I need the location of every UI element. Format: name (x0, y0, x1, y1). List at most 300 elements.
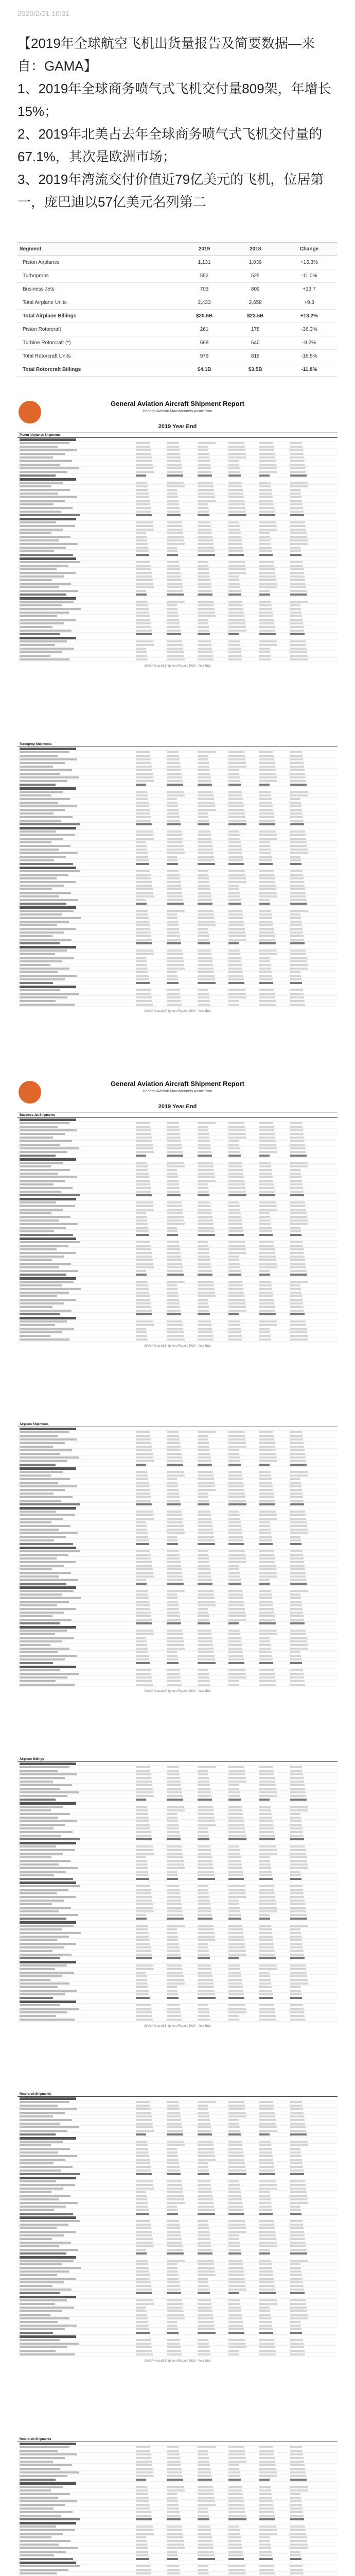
table-cell (198, 2307, 212, 2309)
table-cell (136, 2461, 152, 2463)
table-cell (198, 1281, 214, 1283)
table-cell (228, 2166, 245, 2168)
table-cell (198, 2446, 216, 2448)
table-cell: +15.3% (281, 256, 338, 269)
table-cell (136, 1539, 149, 1541)
table-cell (259, 460, 276, 462)
row-label (20, 1453, 60, 1455)
table-cell (228, 2245, 240, 2247)
table-cell (136, 1925, 148, 1927)
table-cell (198, 1453, 210, 1455)
table-cell (136, 2011, 152, 2013)
table-row (17, 1302, 338, 1306)
table-cell (290, 798, 300, 800)
table-cell (228, 2220, 245, 2222)
table-cell (259, 1669, 274, 1671)
table-cell (198, 2533, 211, 2535)
table-cell (136, 1129, 151, 1131)
table-cell (167, 467, 182, 469)
table-cell (290, 942, 305, 944)
table-cell (290, 773, 305, 775)
table-row (17, 1787, 338, 1791)
table-row (17, 1928, 338, 1931)
table-cell (290, 1187, 303, 1189)
report-year-label: 2019 Year End (158, 1104, 197, 1110)
table-cell (228, 493, 243, 495)
table-cell (228, 1248, 246, 1250)
table-row (17, 1636, 338, 1640)
row-label (20, 874, 68, 876)
table-cell (228, 1770, 245, 1772)
row-label (20, 2307, 74, 2309)
table-cell (167, 1766, 179, 1768)
table-cell (290, 1863, 308, 1866)
table-cell: Total Airplane Billings (17, 310, 179, 323)
table-cell (198, 1248, 209, 1250)
table-cell (259, 1256, 276, 1258)
table-cell (228, 1456, 240, 1459)
table-cell (290, 482, 308, 484)
table-cell (228, 1662, 244, 1664)
table-cell (259, 993, 275, 995)
table-cell (198, 913, 214, 916)
table-cell (259, 2461, 275, 2463)
table-cell (228, 1813, 243, 1815)
table-cell: Turbine Rotorcraft (*) (17, 336, 179, 350)
table-cell (228, 1900, 239, 1902)
table-cell (228, 1521, 241, 1523)
table-cell (228, 651, 241, 653)
table-cell (136, 2321, 148, 2323)
table-cell (290, 971, 300, 973)
table-cell (259, 978, 273, 980)
table-cell (259, 1259, 276, 1261)
table-cell (228, 1438, 245, 1440)
table-cell (198, 964, 213, 966)
table-cell (290, 1514, 306, 1516)
table-cell (136, 935, 151, 937)
table-cell (228, 1982, 242, 1985)
table-row (17, 992, 338, 996)
table-row (17, 2539, 338, 2543)
table-row (17, 1586, 338, 1589)
table-cell (167, 1993, 178, 1995)
table-row (17, 783, 338, 787)
table-cell (259, 1536, 272, 1538)
table-row (17, 1867, 338, 1870)
table-cell (198, 648, 212, 650)
table-cell (198, 655, 213, 657)
table-cell (198, 503, 208, 505)
table-cell (167, 1259, 182, 1261)
table-cell (167, 1900, 181, 1902)
table-row (17, 779, 338, 783)
table-row (17, 1917, 338, 1921)
row-label (20, 1612, 64, 1614)
row-label (20, 608, 81, 610)
table-cell (136, 1849, 153, 1851)
table-cell (228, 1889, 245, 1891)
row-label (20, 1245, 68, 1247)
table-cell (290, 1331, 307, 1333)
table-cell (259, 640, 277, 642)
table-cell (259, 2141, 271, 2143)
table-cell (136, 460, 152, 462)
table-cell (228, 2133, 241, 2136)
table-cell (167, 456, 181, 459)
table-cell (228, 1281, 242, 1283)
table-cell (198, 1655, 215, 1657)
row-label (20, 1550, 80, 1552)
table-cell (228, 762, 246, 764)
table-cell (259, 568, 275, 570)
table-cell (290, 2260, 308, 2262)
row-label (20, 1496, 73, 1498)
table-cell (136, 536, 147, 538)
table-cell (198, 1795, 211, 1797)
table-row (17, 1503, 338, 1506)
table-cell (259, 1299, 274, 1301)
table-cell (228, 2518, 246, 2520)
table-cell (136, 2314, 147, 2316)
table-cell (136, 766, 152, 768)
table-row (17, 2295, 338, 2299)
table-cell (198, 859, 215, 861)
table-cell (136, 1256, 152, 1258)
table-row (17, 1773, 338, 1776)
table-row (17, 2514, 338, 2518)
table-cell (290, 1910, 306, 1912)
table-cell (259, 655, 271, 657)
table-cell (290, 2231, 304, 2233)
table-cell (167, 1604, 179, 1606)
row-label (20, 2008, 79, 2010)
summary-table-image[interactable] (17, 242, 338, 377)
table-cell (136, 1791, 153, 1793)
table-cell (259, 1575, 277, 1578)
row-label (20, 1503, 80, 1505)
table-row (17, 1219, 338, 1223)
row-label (20, 1518, 63, 1520)
table-cell (198, 1173, 215, 1175)
table-cell (259, 1619, 275, 1621)
table-cell (167, 2105, 179, 2107)
table-cell (259, 895, 277, 897)
table-cell (136, 2188, 154, 2190)
table-row (17, 557, 338, 561)
table-cell (167, 2220, 179, 2222)
table-row (17, 510, 338, 514)
table-cell (167, 1324, 183, 1326)
table-cell (167, 1183, 179, 1185)
table-cell (198, 1320, 211, 1323)
table-row (17, 2223, 338, 2227)
table-cell (136, 1446, 152, 1448)
table-cell (259, 485, 271, 487)
table-cell (167, 2133, 183, 2136)
table-cell (259, 1460, 277, 1462)
row-label (20, 968, 69, 970)
table-cell (167, 2310, 184, 2312)
table-cell (136, 892, 153, 894)
table-cell (290, 561, 303, 563)
table-cell (136, 1187, 151, 1189)
table-cell (259, 1784, 276, 1786)
table-row (17, 2147, 338, 2151)
report-page-image[interactable] (17, 1077, 338, 1351)
table-cell (228, 928, 245, 930)
row-label (20, 1619, 72, 1621)
table-cell (228, 773, 239, 775)
table-cell (136, 612, 149, 614)
table-cell (259, 536, 270, 538)
row-label (20, 1514, 75, 1516)
report-page-image[interactable] (17, 1757, 338, 2031)
report-page-image[interactable] (17, 2092, 338, 2366)
table-row (17, 1280, 338, 1284)
table-row (17, 960, 338, 963)
table-cell (136, 1529, 147, 1531)
table-cell (136, 2450, 150, 2452)
table-cell (167, 601, 185, 603)
table-cell (228, 2475, 240, 2477)
table-cell (136, 1907, 153, 1909)
table-cell (198, 1543, 215, 1545)
row-label (20, 870, 80, 872)
row-label (20, 1972, 74, 1974)
table-row (17, 1960, 338, 1964)
table-cell (136, 1004, 153, 1006)
table-cell (136, 1299, 150, 1301)
table-cell (290, 485, 308, 487)
table-cell (136, 615, 150, 617)
table-cell (290, 1194, 304, 1196)
table-cell (228, 1885, 245, 1887)
table-cell (136, 1601, 149, 1603)
table-cell (228, 1644, 242, 1646)
table-row (17, 794, 338, 798)
table-cell (228, 1806, 242, 1808)
table-cell (136, 1835, 151, 1837)
row-label (20, 2464, 72, 2466)
table-cell: Total Rotorcraft Units (17, 350, 179, 363)
table-cell (136, 2544, 147, 2546)
report-year-label: 2019 Year End (158, 423, 197, 430)
table-row (17, 654, 338, 658)
table-cell (167, 1147, 182, 1149)
table-cell (228, 2529, 240, 2531)
table-cell (167, 1521, 183, 1523)
table-cell (198, 500, 216, 502)
table-row (17, 1964, 338, 1968)
table-cell (167, 1903, 182, 1905)
table-header-cell: Segment (17, 243, 179, 256)
row-label (20, 1511, 56, 1513)
table-cell (198, 2019, 210, 2021)
table-cell (259, 1809, 271, 1811)
table-cell (228, 543, 242, 545)
table-cell (228, 1482, 243, 1484)
table-row (17, 2449, 338, 2453)
shipment-table-section-title: Airplane Billings (17, 1757, 338, 1762)
row-label (20, 579, 52, 581)
report-page-image[interactable] (17, 1422, 338, 1696)
table-row (17, 1935, 338, 1939)
table-row (17, 1259, 338, 1262)
table-cell (259, 1896, 275, 1898)
table-cell (167, 899, 183, 901)
table-cell (167, 2227, 180, 2229)
row-label (20, 1493, 54, 1495)
row-label (20, 471, 67, 473)
table-cell (259, 2533, 277, 2535)
table-cell (198, 1460, 211, 1462)
table-row (17, 506, 338, 510)
table-cell (136, 1982, 148, 1985)
table-cell (198, 773, 210, 775)
table-cell (290, 1644, 308, 1646)
table-cell (167, 755, 179, 757)
table-cell (290, 1579, 307, 1581)
table-cell (290, 2507, 303, 2510)
table-cell (259, 2209, 272, 2211)
table-cell (136, 1245, 151, 1247)
table-cell (198, 1205, 211, 1207)
table-row (17, 597, 338, 600)
table-cell (167, 2464, 181, 2466)
table-cell (167, 798, 177, 800)
row-label (20, 503, 54, 505)
table-cell (228, 1640, 241, 1642)
table-row (17, 643, 338, 647)
table-cell (228, 1572, 240, 1574)
report-page-image[interactable] (17, 397, 338, 671)
table-cell (167, 917, 177, 919)
table-cell (136, 525, 153, 527)
table-cell (198, 2202, 214, 2204)
table-cell (290, 975, 301, 977)
table-cell (259, 2328, 273, 2330)
table-cell (136, 1456, 153, 1459)
table-cell (136, 568, 151, 570)
row-label (20, 921, 69, 923)
table-cell (290, 2130, 306, 2132)
table-row (17, 1442, 338, 1445)
table-cell (290, 1281, 308, 1283)
table-cell (290, 1770, 303, 1772)
table-cell (198, 1838, 209, 1840)
table-row (17, 517, 338, 521)
table-cell (136, 2310, 147, 2312)
table-cell (167, 1946, 180, 1948)
table-cell (259, 2526, 276, 2528)
table-cell (228, 1173, 243, 1175)
table-cell (228, 1539, 243, 1541)
table-cell: 1,131 (179, 256, 229, 269)
table-cell (167, 975, 177, 977)
table-cell (198, 1521, 212, 1523)
table-cell (290, 658, 308, 660)
table-cell (228, 982, 244, 984)
row-label (20, 651, 62, 653)
table-cell (136, 1176, 149, 1178)
table-cell (198, 993, 209, 995)
report-subtitle: General Aviation Manufacturers Association (143, 410, 212, 413)
row-label (20, 1561, 76, 1563)
table-row (17, 751, 338, 754)
row-label (20, 982, 53, 984)
table-row (17, 1427, 338, 1431)
table-cell (228, 1460, 240, 1462)
report-page-image[interactable] (17, 2437, 338, 2576)
table-cell (259, 547, 272, 549)
table-row (17, 2324, 338, 2328)
table-cell (259, 1975, 270, 1977)
table-cell (167, 1302, 180, 1304)
table-cell (259, 514, 275, 516)
table-cell (167, 1831, 180, 1833)
table-cell (198, 1946, 208, 1948)
table-cell (198, 1619, 209, 1621)
table-row (17, 1150, 338, 1154)
table-cell (198, 1147, 211, 1149)
table-cell (198, 2500, 215, 2502)
table-cell (136, 2126, 153, 2128)
table-cell (259, 1482, 272, 1484)
table-cell (136, 2489, 148, 2492)
table-row (17, 1647, 338, 1651)
table-cell (290, 1820, 301, 1822)
table-cell (228, 766, 246, 768)
table-cell (228, 1615, 246, 1617)
table-cell (259, 2123, 276, 2125)
table-cell (228, 2198, 242, 2200)
row-label (20, 1806, 63, 1808)
table-cell (198, 1979, 213, 1981)
shipment-table-section-title: Piston Airplanes Shipments (17, 433, 338, 438)
table-cell (136, 594, 147, 596)
table-cell (198, 1990, 215, 1992)
report-page-image[interactable] (17, 742, 338, 1016)
table-cell (198, 612, 215, 614)
table-cell (198, 1313, 210, 1315)
table-row (17, 2496, 338, 2500)
table-cell (198, 482, 213, 484)
table-cell (259, 1997, 273, 1999)
table-cell (136, 856, 148, 858)
row-label (20, 557, 76, 560)
table-cell (136, 1608, 150, 1610)
table-cell (259, 1601, 273, 1603)
table-cell (198, 565, 208, 567)
table-cell: -11.8% (281, 363, 338, 377)
table-cell (228, 1827, 245, 1829)
table-row (17, 1179, 338, 1183)
table-cell (198, 1464, 212, 1466)
table-cell (198, 529, 211, 531)
table-cell (198, 1554, 208, 1556)
table-cell (167, 1925, 185, 1927)
table-cell (198, 1295, 216, 1297)
row-label (20, 597, 76, 600)
table-cell (198, 1791, 211, 1793)
row-label (20, 805, 77, 807)
table-cell (167, 1464, 183, 1466)
table-cell (136, 2198, 147, 2200)
table-cell (228, 1313, 239, 1315)
table-cell: 261 (179, 323, 229, 336)
table-cell (259, 2206, 272, 2208)
